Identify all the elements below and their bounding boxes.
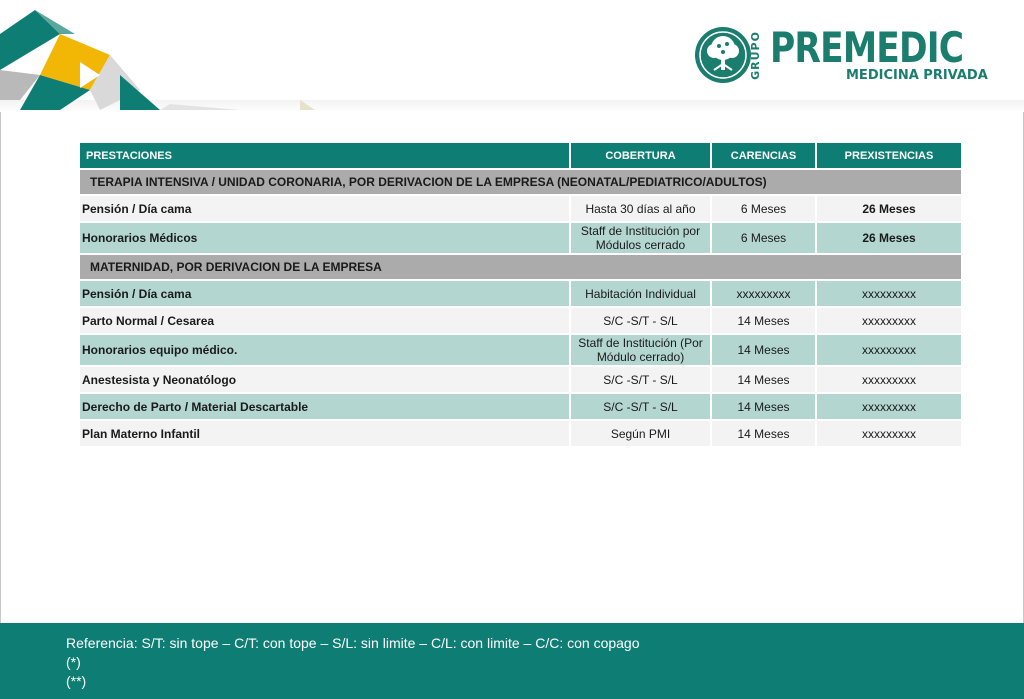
header-prexistencias: PREXISTENCIAS (816, 143, 961, 169)
coverage-table (80, 143, 961, 448)
prestacion-cell: Anestesista y Neonatólogo (80, 366, 570, 393)
logo-wordmark: PREMEDIC (770, 23, 964, 72)
section-title: MATERNIDAD, POR DERIVACION DE LA EMPRESA (80, 254, 961, 280)
table-row (80, 420, 961, 447)
cobertura-cell: S/C -S/T - S/L (570, 307, 711, 334)
cobertura-cell: S/C -S/T - S/L (570, 366, 711, 393)
prestacion-cell: Honorarios equipo médico. (80, 334, 570, 366)
footer-note-2: (**) (66, 673, 87, 689)
table-row (80, 334, 961, 366)
section-row-terapia (80, 169, 961, 195)
prexistencia-cell: xxxxxxxxx (816, 334, 961, 366)
section-title: TERAPIA INTENSIVA / UNIDAD CORONARIA, POR DERIVACION DE LA EMPRESA (NEONATAL/PEDIATRICO/ADULTOS) (80, 169, 961, 195)
prestacion-cell: Pensión / Día cama (80, 195, 570, 222)
footer-notes (66, 634, 640, 691)
carencia-cell: 14 Meses (711, 334, 816, 366)
footer-reference: Referencia: S/T: sin tope – C/T: con tope – S/L: sin limite – C/L: con limite – C/C: con copago (66, 635, 640, 651)
logo-tagline: MEDICINA PRIVADA (846, 68, 988, 83)
prestacion-cell: Parto Normal / Cesarea (80, 307, 570, 334)
header-prestaciones: PRESTACIONES (80, 143, 570, 169)
cobertura-cell: Habitación Individual (570, 280, 711, 307)
table-row (80, 280, 961, 307)
prexistencia-cell: xxxxxxxxx (816, 393, 961, 420)
prexistencia-cell: xxxxxxxxx (816, 366, 961, 393)
premedic-logo (694, 23, 994, 86)
prexistencia-cell: xxxxxxxxx (816, 420, 961, 447)
header-carencias: CARENCIAS (711, 143, 816, 169)
table-row (80, 366, 961, 393)
carencia-cell: 14 Meses (711, 366, 816, 393)
section-row-maternidad (80, 254, 961, 280)
prexistencia-cell: 26 Meses (816, 222, 961, 254)
cobertura-cell: Hasta 30 días al año (570, 195, 711, 222)
prestacion-cell: Honorarios Médicos (80, 222, 570, 254)
cobertura-cell: Según PMI (570, 420, 711, 447)
prestacion-cell: Derecho de Parto / Material Descartable (80, 393, 570, 420)
cobertura-cell: Staff de Institución (Por Módulo cerrado) (570, 334, 711, 366)
carencia-cell: 6 Meses (711, 195, 816, 222)
table-row (80, 307, 961, 334)
carencia-cell: 14 Meses (711, 393, 816, 420)
carencia-cell: 6 Meses (711, 222, 816, 254)
carencia-cell: 14 Meses (711, 307, 816, 334)
carencia-cell: 14 Meses (711, 420, 816, 447)
cobertura-cell: S/C -S/T - S/L (570, 393, 711, 420)
carencia-cell: xxxxxxxxx (711, 280, 816, 307)
prexistencia-cell: xxxxxxxxx (816, 280, 961, 307)
logo-grupo-label: GRUPO (748, 30, 762, 80)
table-row (80, 393, 961, 420)
prexistencia-cell: 26 Meses (816, 195, 961, 222)
footer-note-1: (*) (66, 654, 81, 670)
prestacion-cell: Plan Materno Infantil (80, 420, 570, 447)
prexistencia-cell: xxxxxxxxx (816, 307, 961, 334)
corner-decoration-graphic (0, 0, 330, 110)
table-row (80, 195, 961, 222)
table-header-row (80, 143, 961, 169)
header-cobertura: COBERTURA (570, 143, 711, 169)
cobertura-cell: Staff de Institución por Módulos cerrado (570, 222, 711, 254)
prestacion-cell: Pensión / Día cama (80, 280, 570, 307)
table-row (80, 222, 961, 254)
